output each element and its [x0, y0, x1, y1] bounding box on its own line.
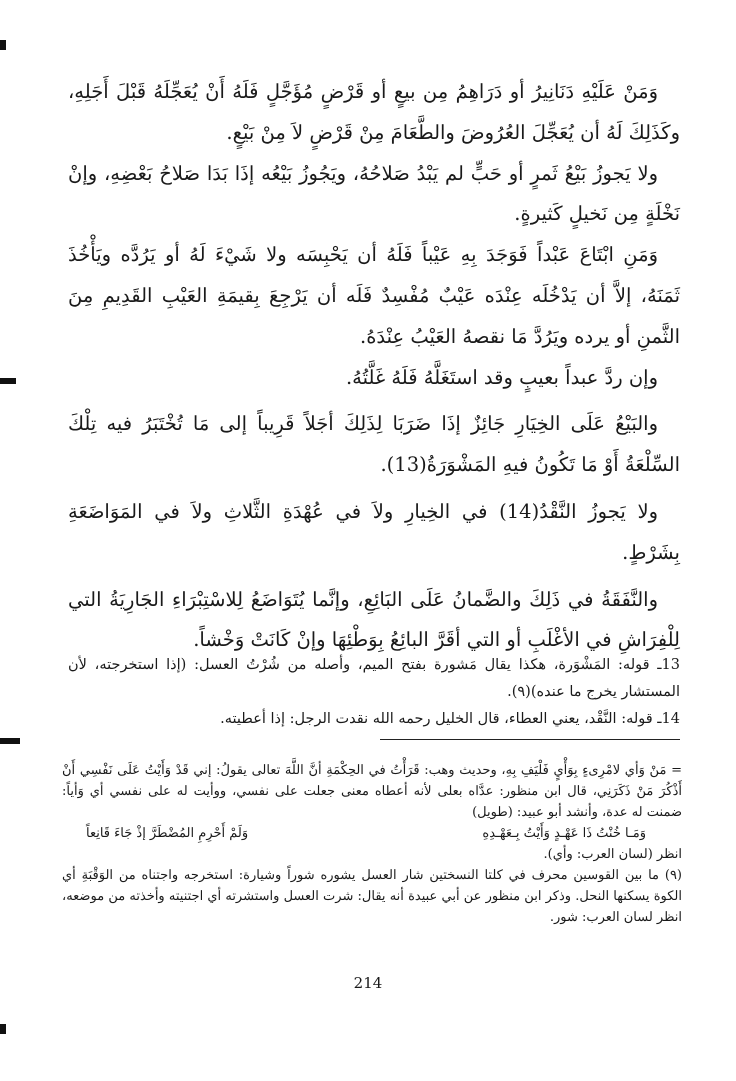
paragraph: ولا يَجوزُ بَيْعُ ثَمرٍ أو حَبٍّ لم يَبْدُ صَلاحُهُ، ويَجُوزُ بَيْعُه إذَا بَدَا صَلاحُ بَعْضِهِ، وإنْ نَخْلَةٍ مِن نَخيلٍ كَثيرةٍ.: [68, 161, 680, 226]
commentary-notes: [68, 652, 680, 746]
footnotes: [62, 760, 682, 928]
margin-mark: [0, 40, 6, 50]
note-13: 13ـ قوله: المَشْوَرة، هكذا يقال مَشورة بفتح الميم، وأصله من شُرْتُ العسل: (إذا استخرجته، لأن المستشار يخرج ما عنده)(٩).: [68, 657, 680, 700]
paragraph: وَمَنِ ابْتَاعَ عَبْداً فَوَجَدَ بِهِ عَيْباً فَلَهُ أن يَحْبِسَه ولا شَيْءَ لَهُ أو يَرُدَّه ويَأْخُذَ ثَمَنَهُ، إلاَّ أن يَدْخُلَه عِنْدَه عَيْبٌ مُفْسِدٌ فَلَه أن يَرْجِعَ بِقيمَةِ العَيْبِ القَدِيمِ مِنَ الثَّمنِ أو يرده ويَرُدَّ مَا نقصهُ العَيْبُ عِنْدَهُ.: [68, 243, 680, 348]
paragraph: ولا يَجوزُ النَّقْدُ(14) في الخِيارِ ولاَ في عُهْدَةِ الثَّلاثِ ولاَ في المَوَاضَعَةِ بِشَرْطٍ.: [68, 499, 680, 564]
verse-first-hemistich: وَمَـا خُنْتُ ذَا عَهْـدٍ وَأَيْتُ بِـعَهْـدِهِ: [482, 826, 646, 841]
footnote-continuation: = مَنْ وَأي لامْرِىءٍ بِوَأْيٍ فَلْيَفِ بِهِ، وحديث وهب: قَرَأْتُ في الحِكْمَةِ أنَّ اللَّهَ تعالى يقولُ: إني قَدْ وَأَيْتُ عَلَى نَفْسِي أَنْ أَذْكُرَ مَنْ ذَكَرَنِي، قال ابن منظور: عدَّاه بعلى لأنه أعطاه معنى جعلت على نفسي، ووأيت له على نفسي أي وَأياً: ضمنت له عدة، وأنشد أبو عبيد: (طويل): [62, 763, 682, 820]
poetry-verse: [62, 823, 682, 844]
margin-mark: [0, 1024, 6, 1034]
margin-mark: [0, 738, 20, 744]
footnote-9: (٩) ما بين القوسين محرف في كلتا النسختين شار العسل يشوره شوراً وشيارة: استخرجه واجتناه من الوَقْبَةِ أي الكوة يسكنها النحل. وذكر ابن منظور عن أبي عبيدة أنه يقال: شرت العسل واستشرته أي اجتنيته وأخذته من موضعه، انظر لسان العرب: شور.: [62, 868, 682, 925]
footnote-source: انظر (لسان العرب: وأي).: [543, 847, 682, 862]
verse-second-hemistich: وَلَمْ أَحْرِمِ المُضْطَرَّ إذْ جَاءَ قَانِعاً: [86, 826, 249, 841]
note-14: 14ـ قوله: النَّقْد، يعني العطاء، قال الخليل رحمه الله نقدت الرجل: إذا أعطيته.: [220, 711, 680, 727]
page-number: 214: [353, 974, 383, 992]
paragraph: والبَيْعُ عَلَى الخِيَارِ جَائِزٌ إذَا ضَرَبَا لِذَلِكَ أجَلاً قَرِيباً إلى مَا تُخْتَبَرُ فيه تِلْكَ السِّلْعَةُ أَوْ مَا تَكُونُ فيهِ المَشْوَرَةُ(13).: [68, 412, 680, 477]
margin-mark: [0, 378, 16, 384]
paragraph: وإن ردَّ عبداً بعيبٍ وقد استَغَلَّهُ فَلَهُ غَلَّتُهُ.: [345, 365, 658, 389]
paragraph: والنَّفَقَةُ في ذَلِكَ والضَّمانُ عَلَى البَائِعِ، وإنَّما يُتَوَاضَعُ لِلاسْتِبْرَاءِ الجَارِيَةُ التي لِلْفِرَاشِ في الأغْلَبِ أو التي أقَرَّ البائِعُ بِوَطْئِهَا وإنْ كَانَتْ وَخْشاً.: [68, 587, 680, 652]
paragraph: وَمَنْ عَلَيْهِ دَنَانِيرُ أو دَرَاهِمُ مِن بيعٍ أو قَرْضٍ مُؤَجَّلٍ فَلَهُ أَنْ يُعَجِّلَهُ قَبْلَ أَجَلِهِ، وكَذَلِكَ لَهُ أن يُعَجِّلَ العُرُوضَ والطَّعَامَ مِنْ قَرْضٍ لاَ مِنْ بَيْعٍ.: [68, 80, 680, 144]
footnote-divider: [380, 739, 680, 740]
main-text: [68, 72, 680, 661]
